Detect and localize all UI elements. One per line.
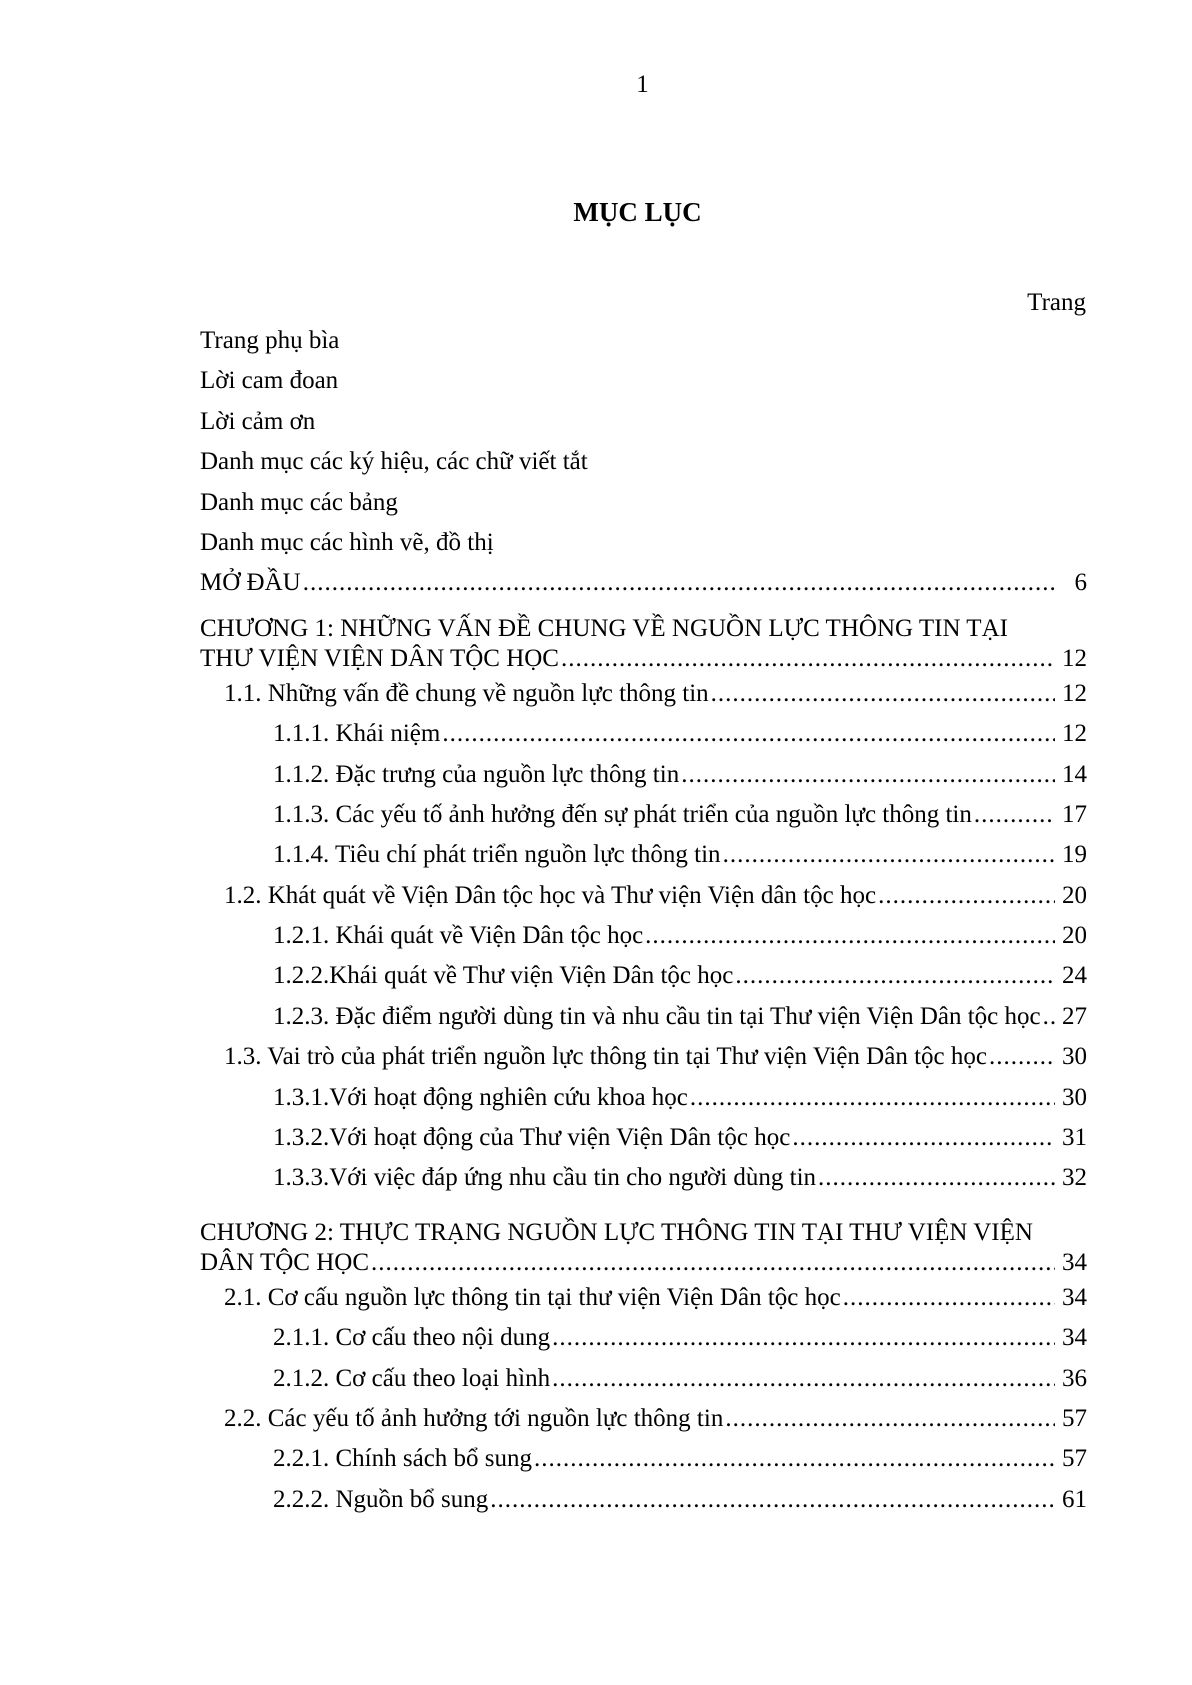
toc-entry-text: 1.1. Những vấn đề chung về nguồn lực thông tin xyxy=(224,679,709,707)
dot-leader xyxy=(490,1485,1055,1515)
toc-entry-text: 1.1.2. Đặc trưng của nguồn lực thông tin xyxy=(273,760,680,788)
dot-leader xyxy=(711,679,1055,709)
dot-leader xyxy=(843,1283,1055,1313)
dot-leader xyxy=(442,719,1055,749)
toc-entry-text: 1.1.4. Tiêu chí phát triển nguồn lực thông tin xyxy=(273,841,721,869)
toc-entry-page: 20 xyxy=(1062,922,1087,950)
toc-entry-text: 1.2.3. Đặc điểm người dùng tin và nhu cầu tin tại Thư viện Viện Dân tộc học xyxy=(273,1002,1041,1030)
toc-entry-text: Danh mục các ký hiệu, các chữ viết tắt xyxy=(200,448,588,476)
toc-front-matter-item xyxy=(200,326,1087,366)
toc-entry xyxy=(200,1042,1087,1082)
toc-entry-text: 1.3.1.Với hoạt động nghiên cứu khoa học xyxy=(273,1083,688,1111)
toc-entry-page: 6 xyxy=(1074,569,1087,597)
toc-chapter-1 xyxy=(200,614,1087,679)
toc-entry xyxy=(200,800,1087,840)
dot-leader xyxy=(723,840,1055,870)
toc-entry-text: 2.1.1. Cơ cấu theo nội dung xyxy=(273,1324,551,1352)
toc-entry-text: 1.3. Vai trò của phát triển nguồn lực thông tin tại Thư viện Viện Dân tộc học xyxy=(224,1043,987,1071)
chapter-title-line-1: CHƯƠNG 1: NHỮNG VẤN ĐỀ CHUNG VỀ NGUỒN LỰC THÔNG TIN TẠI xyxy=(200,614,1008,642)
toc-entry xyxy=(200,1083,1087,1123)
toc-entry xyxy=(200,840,1087,880)
toc-front-matter-item xyxy=(200,488,1087,528)
toc-entry-page: 57 xyxy=(1062,1445,1087,1473)
toc-front-matter-item xyxy=(200,447,1087,487)
dot-leader xyxy=(552,1323,1055,1353)
toc-front-matter-item xyxy=(200,407,1087,447)
chapter-title-line-2-row xyxy=(200,644,1087,679)
toc-intro-entry xyxy=(200,568,1087,608)
toc-entry-page: 14 xyxy=(1062,760,1087,788)
toc-entry xyxy=(200,1364,1087,1404)
dot-leader xyxy=(818,1163,1055,1193)
toc-entry-text: 2.1.2. Cơ cấu theo loại hình xyxy=(273,1364,551,1392)
toc-entry-text: 1.2.1. Khái quát về Viện Dân tộc học xyxy=(273,922,644,950)
toc-entry xyxy=(200,760,1087,800)
toc-entry xyxy=(200,1404,1087,1444)
dot-leader xyxy=(534,1444,1055,1474)
toc-entry xyxy=(200,881,1087,921)
toc-entry xyxy=(200,719,1087,759)
toc-entry-page: 17 xyxy=(1062,800,1087,828)
toc-entry-text: Danh mục các bảng xyxy=(200,488,398,516)
dot-leader xyxy=(735,961,1055,991)
toc-entry-page: 12 xyxy=(1062,720,1087,748)
toc-entry-page: 12 xyxy=(1062,644,1087,672)
toc-front-matter-item xyxy=(200,528,1087,568)
toc-entry-text: Lời cảm ơn xyxy=(200,407,316,435)
toc-entry-page: 27 xyxy=(1062,1002,1087,1030)
toc-entry-text: 1.2.2.Khái quát về Thư viện Viện Dân tộc học xyxy=(273,962,734,990)
toc-entry-text: 2.2.1. Chính sách bổ sung xyxy=(273,1445,533,1473)
dot-leader xyxy=(725,1404,1055,1434)
page-number: 1 xyxy=(636,71,649,98)
toc-entry xyxy=(200,1283,1087,1323)
dot-leader xyxy=(303,568,1055,598)
dot-leader xyxy=(792,1123,1055,1153)
toc-entry-page: 30 xyxy=(1062,1083,1087,1111)
toc-entry-text: 2.2. Các yếu tố ảnh hưởng tới nguồn lực thông tin xyxy=(224,1404,724,1432)
toc-entry-text: 2.2.2. Nguồn bổ sung xyxy=(273,1485,489,1513)
dot-leader xyxy=(878,881,1055,911)
dot-leader xyxy=(645,921,1055,951)
toc-entry-text: 1.2. Khát quát về Viện Dân tộc học và Thư viện Viện dân tộc học xyxy=(224,881,877,909)
toc-entry xyxy=(200,1002,1087,1042)
toc-entry-page: 30 xyxy=(1062,1043,1087,1071)
dot-leader xyxy=(974,800,1055,830)
toc-entry xyxy=(200,679,1087,719)
toc-entry-page: 31 xyxy=(1062,1124,1087,1152)
dot-leader xyxy=(552,1364,1055,1394)
chapter-title-line-2: THƯ VIỆN VIỆN DÂN TỘC HỌC xyxy=(200,644,559,672)
toc-chapter-2 xyxy=(200,1218,1087,1283)
toc-entry-text: 1.3.3.Với việc đáp ứng nhu cầu tin cho người dùng tin xyxy=(273,1164,817,1192)
toc-entry xyxy=(200,1323,1087,1363)
toc-entry-text: 2.1. Cơ cấu nguồn lực thông tin tại thư viện Viện Dân tộc học xyxy=(224,1283,841,1311)
toc-entry-page: 61 xyxy=(1062,1485,1087,1513)
toc-entry-page: 57 xyxy=(1062,1404,1087,1432)
page-column-label: Trang xyxy=(1027,289,1086,316)
toc-entry-text: Lời cam đoan xyxy=(200,367,339,395)
chapter-title-line-2: DÂN TỘC HỌC xyxy=(200,1248,369,1276)
toc-entry-text: 1.1.1. Khái niệm xyxy=(273,720,441,748)
toc-entry-page: 34 xyxy=(1062,1283,1087,1311)
toc-entry-page: 36 xyxy=(1062,1364,1087,1392)
toc-entry-page: 34 xyxy=(1062,1324,1087,1352)
toc-entry-text: MỞ ĐẦU xyxy=(200,569,301,597)
toc-entry-page: 19 xyxy=(1062,841,1087,869)
toc-front-matter-item xyxy=(200,366,1087,406)
toc-entry xyxy=(200,961,1087,1001)
toc-entry-text: 1.1.3. Các yếu tố ảnh hưởng đến sự phát triển của nguồn lực thông tin xyxy=(273,800,972,828)
toc-entry-page: 20 xyxy=(1062,881,1087,909)
toc-entry xyxy=(200,1485,1087,1515)
toc-entry-page: 24 xyxy=(1062,962,1087,990)
toc-entry-text: Danh mục các hình vẽ, đồ thị xyxy=(200,528,494,556)
dot-leader xyxy=(989,1042,1055,1072)
dot-leader xyxy=(1043,1002,1055,1032)
toc-entry-page: 12 xyxy=(1062,679,1087,707)
toc-entry-page: 32 xyxy=(1062,1164,1087,1192)
toc-entry-text: Trang phụ bìa xyxy=(200,327,340,354)
dot-leader xyxy=(681,760,1055,790)
dot-leader xyxy=(690,1083,1055,1113)
chapter-title-line-2-row xyxy=(200,1248,1087,1283)
toc-entry xyxy=(200,1123,1087,1163)
chapter-1-entries xyxy=(200,679,1087,1204)
dot-leader xyxy=(371,1248,1055,1278)
toc-entry-page: 34 xyxy=(1062,1248,1087,1276)
chapter-2-entries xyxy=(200,1283,1087,1515)
toc-entry xyxy=(200,921,1087,961)
toc-entry xyxy=(200,1163,1087,1203)
toc-title: MỤC LỤC xyxy=(573,197,702,227)
chapter-title-line-1: CHƯƠNG 2: THỰC TRẠNG NGUỒN LỰC THÔNG TIN TẠI THƯ VIỆN VIỆN xyxy=(200,1218,1033,1246)
dot-leader xyxy=(561,644,1055,674)
table-of-contents xyxy=(200,326,1087,1515)
toc-entry xyxy=(200,1444,1087,1484)
toc-entry-text: 1.3.2.Với hoạt động của Thư viện Viện Dân tộc học xyxy=(273,1124,791,1152)
